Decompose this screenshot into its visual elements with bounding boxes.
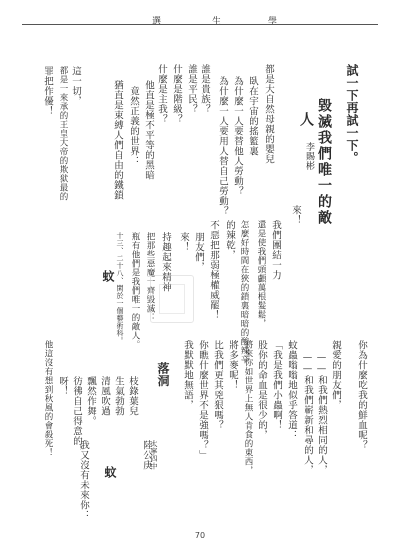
header-char: 生 — [212, 17, 222, 27]
poem-line: 蚊蟲嗡嗡地似乎答道： — [286, 340, 297, 440]
poem-line: 朋友們， — [193, 232, 204, 272]
poem-line: 飄然作舞。 — [85, 376, 96, 426]
main-title-end: 人 — [298, 112, 314, 128]
poem-title: 試一下再試一下。 — [345, 64, 359, 164]
poem-line: 不惡把那弱極權威罷！ — [208, 220, 219, 320]
poem-line: 你為什麼吃我的鮮血呢？ — [356, 340, 367, 450]
poem-line: 瓶有他們是我們唯一的敵人。 — [130, 232, 140, 349]
poem-line: 誰是平民？ — [186, 64, 197, 114]
poem-line: 他直是極不平等的黑暗 — [143, 80, 154, 180]
poem-line: 我默默地無語， — [182, 340, 193, 410]
poem-line: 什麼是主我？ — [156, 64, 167, 124]
poem-line: 竟然正義的世界： — [128, 86, 139, 166]
poem-line: 親愛的朋友們， — [330, 340, 341, 410]
poem-line: 我們團結一力 — [270, 220, 281, 280]
poem-line: 來！ — [290, 205, 301, 225]
poem-line: 都是一來承的王皇大帝的欺狱最的 — [58, 66, 68, 201]
poem-line: 這一切， — [70, 66, 81, 106]
poem-line: 比我們更其兇狠嗎？ — [212, 340, 223, 430]
byline-name: 陸公庚 — [141, 440, 152, 470]
poem-line: 清風吹過 — [99, 376, 110, 416]
poem-line: 都是大自然母親的嬰兒 — [263, 64, 274, 164]
poem-line: 將多麥呢！ — [227, 340, 238, 390]
poem-line: 十三、二十八、閑於一個藝術科。 — [116, 232, 124, 345]
poem-line: 你瞧什麼世界不是強嗎？」 — [197, 340, 208, 460]
poem-line: 持趣起來精神 — [160, 232, 171, 292]
poem-line: 彷彿自己得意的， — [71, 376, 82, 456]
poem-line: 把那些惡魔一齊毀滅： — [145, 232, 155, 322]
poem-line: 枝錄葉兒 — [127, 376, 138, 416]
library-stamp — [150, 275, 194, 323]
poem-line: 還是使我們頭顱萬根髮鬆， — [256, 220, 266, 328]
poem-line: 生氣勃勃 — [113, 376, 124, 416]
poem-signature: 蚊 — [103, 466, 117, 479]
header-rule — [22, 24, 378, 25]
poem2-title: 落洞 — [156, 362, 170, 387]
poem-line: 的辣乾， — [224, 220, 235, 260]
poem-line: 為什麼一人要替他人勞動？ — [232, 76, 243, 196]
page-number: 70 — [194, 531, 206, 540]
poem-line: 罪把作優！ — [42, 66, 53, 116]
poem-signature: 蚊 — [101, 270, 115, 283]
poem-line: 將來你如世界上無人肯食的東西， — [243, 340, 253, 475]
poem-line: 呀！ — [57, 376, 68, 396]
poem-line: 股你的命血是很少的， — [256, 340, 267, 440]
main-title: 毀滅我們唯一的敵 — [316, 98, 332, 226]
poem-line: 他這沒有想到秋風的會殺死！ — [43, 340, 53, 457]
poem-line: 怎麼好時間在狹的鎖裏暗暗的酸辣辛 — [239, 220, 249, 364]
poem-line: 臥在宇宙的搖籃裏 — [247, 76, 258, 156]
poem-line: ——和我們熱烈相同的人， — [316, 352, 327, 475]
poem-line: 我又沒有未來你： — [78, 440, 89, 520]
poem-line: 「我是我們小蟲啊！ — [271, 340, 282, 430]
poem-line: 什麼是階級？ — [171, 64, 182, 124]
poem-line: 猶直是束縛人們自由的鐵鎖 — [112, 80, 123, 200]
header-char: 選 — [152, 17, 162, 27]
poem-line: ——和我們嶄新和尋的人， — [302, 352, 313, 475]
poem-line: 來！ — [178, 232, 189, 252]
byline-label: 太寧四中 — [150, 440, 158, 470]
author: 李賜彬 — [304, 142, 314, 171]
poem-line: 為什麼一人要用人替自己勞動？ — [217, 76, 228, 216]
header-char: 學 — [268, 17, 278, 27]
poem-line: 誰是貴族？ — [199, 64, 210, 114]
